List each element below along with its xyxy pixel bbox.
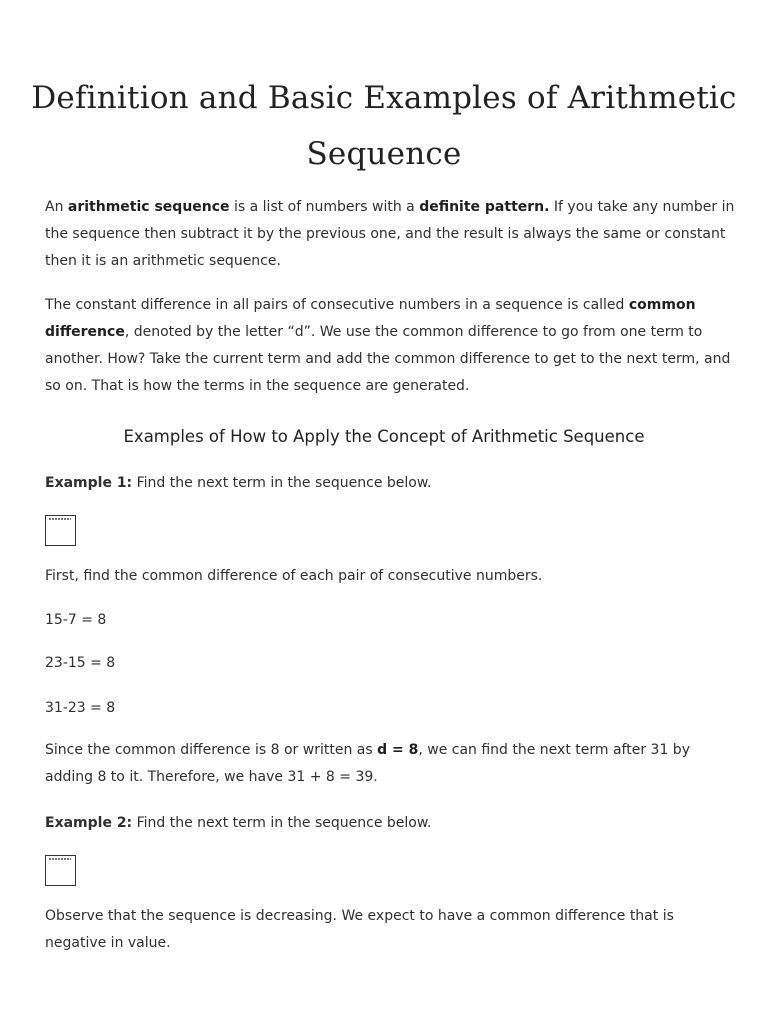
example-1-label: Example 1: xyxy=(45,475,133,491)
text-span: Since the common difference is 8 or written as xyxy=(45,742,378,758)
text-span: is a list of numbers with a xyxy=(229,199,420,215)
example-2-prompt xyxy=(45,812,431,834)
text-span: Find the next term in the sequence below. xyxy=(132,815,432,831)
text-span: Find the next term in the sequence below. xyxy=(132,475,432,491)
example-1-prompt xyxy=(45,472,431,494)
example-1-conclusion xyxy=(45,737,735,791)
example-2-observation: Observe that the sequence is decreasing. We expect to have a common difference that is negative in value. xyxy=(45,908,674,951)
example-2-label: Example 2: xyxy=(45,815,133,831)
term-arithmetic-sequence: arithmetic sequence xyxy=(67,199,230,215)
d-equals-8: d = 8 xyxy=(377,742,419,758)
intro-paragraph-1 xyxy=(45,194,735,275)
page-title: Definition and Basic Examples of Arithmetic Sequence xyxy=(31,80,737,172)
calc-line-2: 23-15 = 8 xyxy=(45,655,116,671)
calc-line-1: 15-7 = 8 xyxy=(45,612,107,628)
broken-image-icon xyxy=(45,855,76,886)
text-span: An xyxy=(45,199,68,215)
text-span: , we can find the next term after 31 by adding 8 to it. Therefore, we have 31 + 8 = 39. xyxy=(45,742,690,785)
broken-image-icon xyxy=(45,515,76,546)
section-heading: Examples of How to Apply the Concept of Arithmetic Sequence xyxy=(123,427,645,446)
text-span: The constant difference in all pairs of consecutive numbers in a sequence is called xyxy=(45,297,629,313)
term-definite-pattern: definite pattern. xyxy=(419,199,550,215)
example-1-step: First, find the common difference of each pair of consecutive numbers. xyxy=(45,568,543,584)
intro-paragraph-2 xyxy=(45,292,735,400)
text-span: If you take any number in the sequence then subtract it by the previous one, and the result is always the same or constant then it is an arithmetic sequence. xyxy=(45,199,735,269)
term-common-difference: common difference xyxy=(45,297,696,340)
calc-line-3: 31-23 = 8 xyxy=(45,700,116,716)
text-span: , denoted by the letter “d”. We use the common difference to go from one term to another. How? Take the current term and add the common difference to get to the next term, and so on. That is how the terms in the sequence are generated. xyxy=(45,324,731,394)
